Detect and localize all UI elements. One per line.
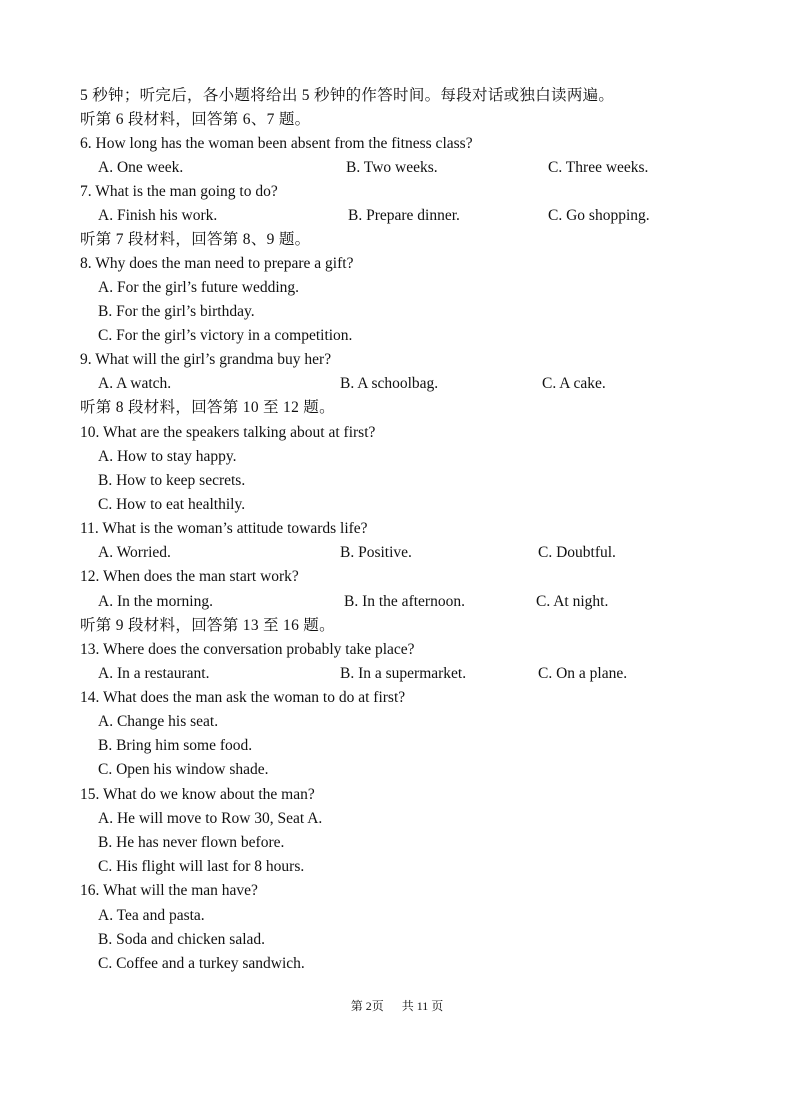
page-number-footer: 第 2页 共 11 页 — [350, 999, 444, 1013]
question-14-option-c: C. Open his window shade. — [98, 761, 269, 778]
question-8-option-b: B. For the girl’s birthday. — [98, 303, 255, 320]
question-12-option-c: C. At night. — [536, 593, 609, 610]
question-6-option-a: A. One week. — [98, 159, 184, 176]
question-6-option-c: C. Three weeks. — [548, 159, 649, 176]
question-8-option-a: A. For the girl’s future wedding. — [98, 279, 300, 296]
question-9: 9. What will the girl’s grandma buy her? — [80, 351, 332, 368]
question-11-option-b: B. Positive. — [340, 544, 412, 561]
question-15-option-b: B. He has never flown before. — [98, 834, 285, 851]
question-8-option-c: C. For the girl’s victory in a competition. — [98, 327, 353, 344]
question-14: 14. What does the man ask the woman to do at first? — [80, 689, 406, 706]
question-13-option-a: A. In a restaurant. — [98, 665, 210, 682]
section-heading-6: 听第 6 段材料，回答第 6、7 题。 — [80, 111, 311, 128]
question-13-option-c: C. On a plane. — [538, 665, 628, 682]
question-16-option-c: C. Coffee and a turkey sandwich. — [98, 955, 305, 972]
question-11-option-c: C. Doubtful. — [538, 544, 616, 561]
section-heading-8: 听第 8 段材料，回答第 10 至 12 题。 — [80, 399, 335, 416]
question-15-option-c: C. His flight will last for 8 hours. — [98, 858, 305, 875]
question-14-option-a: A. Change his seat. — [98, 713, 219, 730]
question-10-option-a: A. How to stay happy. — [98, 448, 237, 465]
question-9-option-c: C. A cake. — [542, 375, 606, 392]
question-15-option-a: A. He will move to Row 30, Seat A. — [98, 810, 323, 827]
question-15: 15. What do we know about the man? — [80, 786, 315, 803]
question-16-option-b: B. Soda and chicken salad. — [98, 931, 266, 948]
question-13: 13. Where does the conversation probably take place? — [80, 641, 415, 658]
question-13-option-b: B. In a supermarket. — [340, 665, 467, 682]
question-11-option-a: A. Worried. — [98, 544, 171, 561]
question-11: 11. What is the woman’s attitude towards life? — [80, 520, 368, 537]
question-7-option-a: A. Finish his work. — [98, 207, 218, 224]
question-16-option-a: A. Tea and pasta. — [98, 907, 205, 924]
section-heading-9: 听第 9 段材料，回答第 13 至 16 题。 — [80, 617, 335, 634]
question-10-option-b: B. How to keep secrets. — [98, 472, 246, 489]
question-6-option-b: B. Two weeks. — [346, 159, 438, 176]
question-10: 10. What are the speakers talking about at first? — [80, 424, 376, 441]
instructions-text: 5 秒钟；听完后，各小题将给出 5 秒钟的作答时间。每段对话或独白读两遍。 — [80, 87, 615, 104]
section-heading-7: 听第 7 段材料，回答第 8、9 题。 — [80, 231, 311, 248]
question-12-option-a: A. In the morning. — [98, 593, 213, 610]
question-9-option-b: B. A schoolbag. — [340, 375, 439, 392]
question-7: 7. What is the man going to do? — [80, 183, 278, 200]
question-7-option-c: C. Go shopping. — [548, 207, 650, 224]
question-9-option-a: A. A watch. — [98, 375, 172, 392]
question-16: 16. What will the man have? — [80, 882, 258, 899]
question-6: 6. How long has the woman been absent from the fitness class? — [80, 135, 473, 152]
question-10-option-c: C. How to eat healthily. — [98, 496, 246, 513]
question-8: 8. Why does the man need to prepare a gift? — [80, 255, 354, 272]
question-14-option-b: B. Bring him some food. — [98, 737, 253, 754]
question-7-option-b: B. Prepare dinner. — [348, 207, 460, 224]
question-12-option-b: B. In the afternoon. — [344, 593, 465, 610]
question-12: 12. When does the man start work? — [80, 568, 299, 585]
